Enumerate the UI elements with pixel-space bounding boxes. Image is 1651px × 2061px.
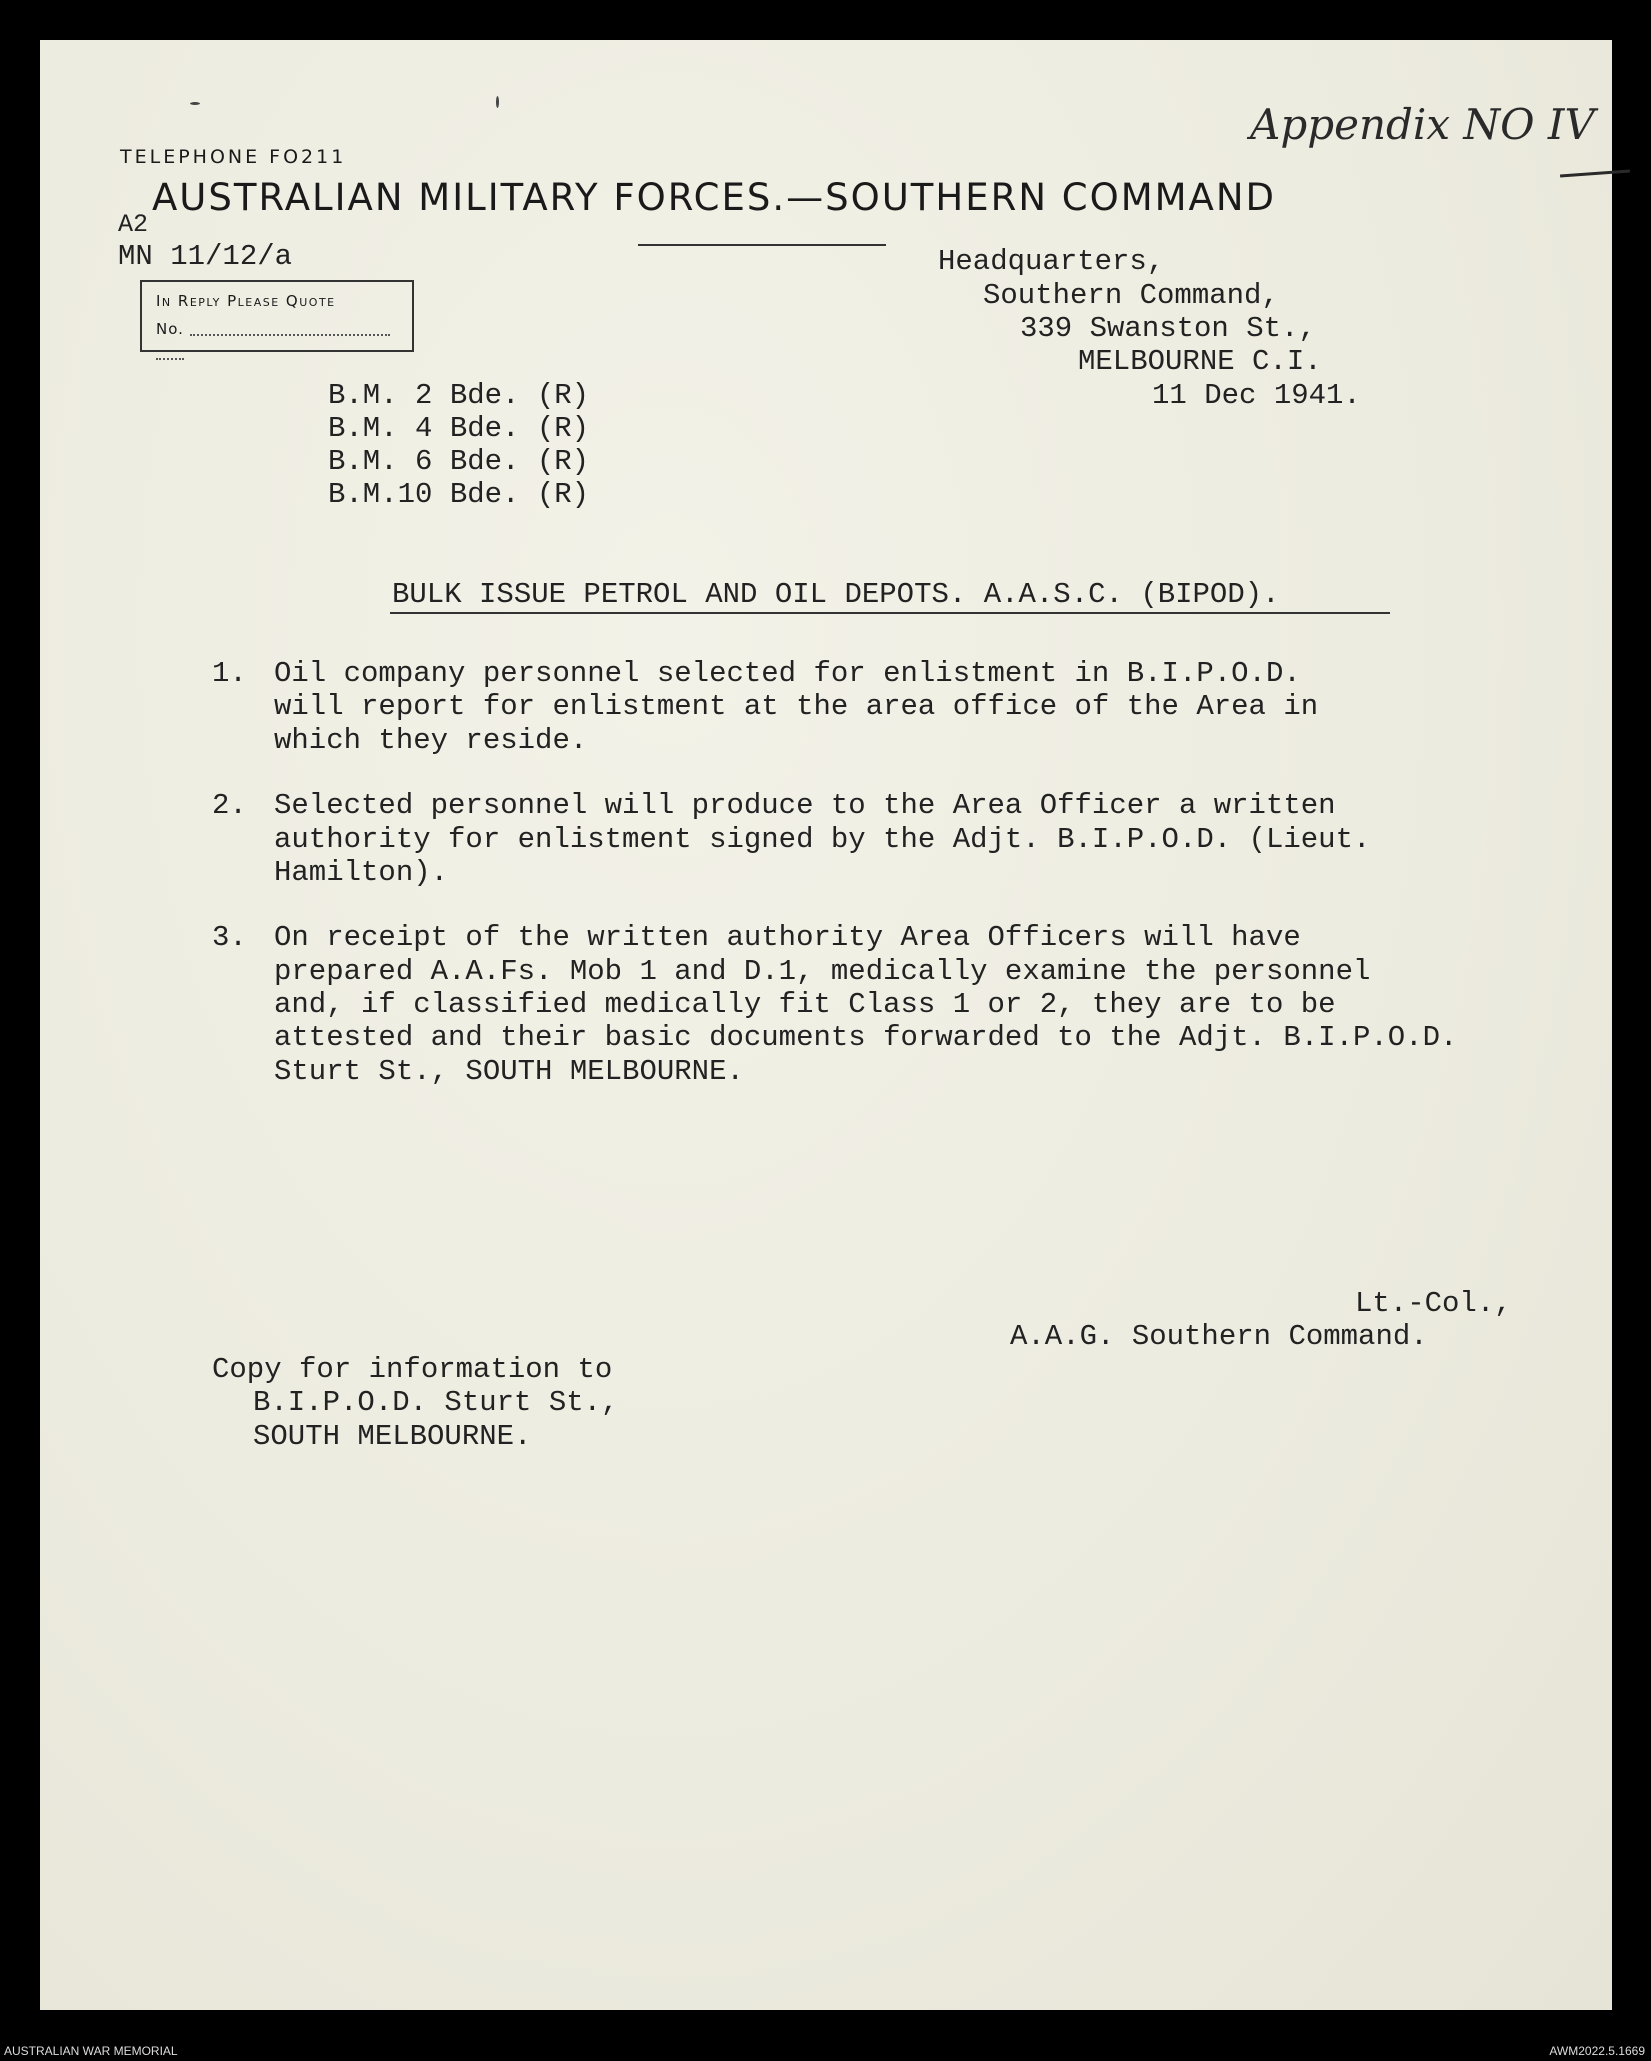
recipient-line: B.M. 6 Bde. (R) bbox=[328, 445, 590, 478]
paragraph-line: attested and their basic documents forwarded to the Adjt. B.I.P.O.D. bbox=[274, 1021, 1458, 1054]
file-reference: MN 11/12/a bbox=[118, 240, 293, 273]
paragraph-line: Selected personnel will produce to the Area Officer a written bbox=[274, 789, 1336, 822]
letter-date: 11 Dec 1941. bbox=[1152, 379, 1361, 412]
letterhead-rule bbox=[638, 244, 886, 246]
paragraph-number: 3. bbox=[212, 921, 247, 954]
address-line: Headquarters, bbox=[938, 245, 1165, 278]
archive-footer-left: AUSTRALIAN WAR MEMORIAL bbox=[4, 2044, 178, 2058]
dotted-mark bbox=[156, 358, 184, 360]
paragraph-line: which they reside. bbox=[274, 724, 588, 757]
handwritten-underline bbox=[1560, 170, 1630, 178]
recipient-line: B.M. 2 Bde. (R) bbox=[328, 379, 590, 412]
letterhead-telephone: TELEPHONE FO211 bbox=[120, 146, 347, 168]
recipient-line: B.M.10 Bde. (R) bbox=[328, 478, 590, 511]
address-line: 339 Swanston St., bbox=[1020, 312, 1316, 345]
paragraph-line: Hamilton). bbox=[274, 856, 449, 889]
paragraph-line: prepared A.A.Fs. Mob 1 and D.1, medically examine the personnel bbox=[274, 955, 1371, 988]
paragraph-line: On receipt of the written authority Area Officers will have bbox=[274, 921, 1301, 954]
document-page bbox=[40, 40, 1612, 2010]
paragraph-line: Sturt St., SOUTH MELBOURNE. bbox=[274, 1055, 744, 1088]
letterhead-a2-mark: A2 bbox=[118, 210, 149, 239]
reply-box-no-label: No. bbox=[156, 320, 184, 338]
subject-underline bbox=[390, 612, 1390, 614]
paper-mark bbox=[496, 96, 499, 108]
copy-line: Copy for information to bbox=[212, 1353, 613, 1386]
recipient-line: B.M. 4 Bde. (R) bbox=[328, 412, 590, 445]
archive-footer-right: AWM2022.5.1669 bbox=[1549, 2044, 1645, 2058]
letterhead-title: AUSTRALIAN MILITARY FORCES.—SOUTHERN COMMAND bbox=[152, 176, 1277, 219]
paragraph-line: and, if classified medically fit Class 1 or 2, they are to be bbox=[274, 988, 1336, 1021]
handwritten-appendix-note: Appendix NO IV bbox=[1250, 100, 1595, 149]
copy-line: B.I.P.O.D. Sturt St., bbox=[253, 1386, 619, 1419]
paragraph-line: will report for enlistment at the area office of the Area in bbox=[274, 690, 1319, 723]
reply-box-dotted-line bbox=[190, 334, 390, 336]
paragraph-line: Oil company personnel selected for enlistment in B.I.P.O.D. bbox=[274, 657, 1301, 690]
paragraph-line: authority for enlistment signed by the Adjt. B.I.P.O.D. (Lieut. bbox=[274, 823, 1371, 856]
paragraph-number: 1. bbox=[212, 657, 247, 690]
reply-box-label: In Reply Please Quote bbox=[156, 292, 336, 310]
signature-title: A.A.G. Southern Command. bbox=[1010, 1320, 1428, 1353]
paper-mark bbox=[190, 102, 200, 105]
address-line: MELBOURNE C.I. bbox=[1078, 345, 1322, 378]
paragraph-number: 2. bbox=[212, 789, 247, 822]
copy-line: SOUTH MELBOURNE. bbox=[253, 1420, 532, 1453]
subject-heading: BULK ISSUE PETROL AND OIL DEPOTS. A.A.S.C. (BIPOD). bbox=[392, 578, 1280, 611]
signature-rank: Lt.-Col., bbox=[1355, 1287, 1512, 1320]
address-line: Southern Command, bbox=[983, 279, 1279, 312]
reply-quote-box bbox=[140, 280, 414, 352]
